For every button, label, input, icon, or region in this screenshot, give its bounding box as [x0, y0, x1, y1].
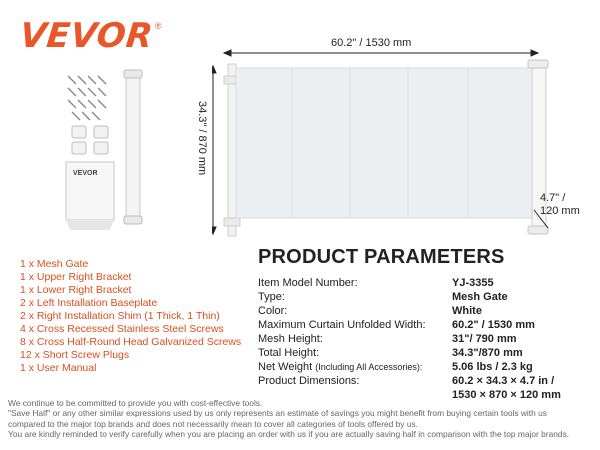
- list-item: 12 x Short Screw Plugs: [20, 349, 130, 361]
- width-dimension-label: 60.2" / 1530 mm: [331, 37, 412, 49]
- disclaimer-line: compared to the major top brands and does not necessarily mean to cover all categories of tools offered by us.: [8, 418, 418, 429]
- brand-logo: [17, 16, 162, 56]
- list-item: 4 x Cross Recessed Stainless Steel Screws: [20, 323, 224, 335]
- disclaimer: [8, 398, 598, 440]
- param-label-dimensions: Product Dimensions:: [258, 375, 360, 387]
- depth-dimension-label-in: 4.7" /: [540, 192, 566, 204]
- net-weight-note: (Including All Accessories):: [315, 362, 423, 372]
- param-value-max-width: 60.2" / 1530 mm: [452, 319, 535, 331]
- list-item: 1 x Lower Right Bracket: [20, 284, 132, 296]
- param-value-model: YJ-3355: [452, 277, 494, 289]
- manual-brand: VEVOR: [73, 170, 98, 177]
- param-value-color: White: [452, 305, 482, 317]
- height-dimension-line: [212, 66, 216, 234]
- params-title: PRODUCT PARAMETERS: [258, 246, 505, 268]
- screws-group: [68, 76, 106, 120]
- gate-illustration: [212, 40, 572, 240]
- mesh-panel: [236, 68, 532, 218]
- param-value-type: Mesh Gate: [452, 291, 508, 303]
- disclaimer-line: You are kindly reminded to verify carefully when you are placing an order with us if you are actually saving half in comparison with the top major brands.: [8, 429, 570, 440]
- param-value-net-weight: 5.06 lbs / 2.3 kg: [452, 361, 533, 373]
- brackets-group: [72, 126, 108, 154]
- parts-list: [20, 258, 241, 375]
- net-weight-label: Net Weight: [258, 361, 313, 373]
- list-item: 2 x Left Installation Baseplate: [20, 297, 158, 309]
- registered-mark: ®: [154, 21, 162, 31]
- height-dimension-label: 34.3" / 870 mm: [196, 101, 208, 176]
- width-dimension-line: [224, 50, 538, 56]
- depth-dimension-label-mm: 120 mm: [540, 205, 580, 217]
- list-item: 1 x Mesh Gate: [20, 258, 89, 270]
- list-item: 1 x Upper Right Bracket: [20, 271, 132, 283]
- param-label-color: Color:: [258, 305, 288, 317]
- gate-roll-tube: [126, 72, 140, 222]
- brand-name: VEVOR: [17, 16, 155, 56]
- list-item: 2 x Right Installation Shim (1 Thick, 1 Thin): [20, 310, 220, 322]
- param-label-total-height: Total Height:: [258, 347, 320, 359]
- param-value-mesh-height: 31"/ 790 mm: [452, 333, 517, 345]
- param-label-type: Type:: [258, 291, 285, 303]
- accessories-illustration: [60, 68, 180, 236]
- param-label-max-width: Maximum Curtain Unfolded Width:: [258, 319, 426, 331]
- param-label-model: Item Model Number:: [258, 277, 358, 289]
- disclaimer-line: We continue to be committed to provide you with cost-effective tools.: [8, 398, 263, 408]
- param-label-mesh-height: Mesh Height:: [258, 333, 323, 345]
- param-value-total-height: 34.3"/870 mm: [452, 347, 523, 359]
- param-value-dimensions-mm: 1530 × 870 × 120 mm: [452, 389, 561, 401]
- param-value-dimensions: 60.2 × 34.3 × 4.7 in /: [452, 375, 555, 387]
- disclaimer-line: "Save Half" or any other similar expressions used by us only represents an estimate of savings you might benefit from buying certain tools with us: [8, 408, 547, 419]
- list-item: 1 x User Manual: [20, 362, 97, 374]
- list-item: 8 x Cross Half-Round Head Galvanized Screws: [20, 336, 242, 348]
- param-label-net-weight: [258, 361, 422, 374]
